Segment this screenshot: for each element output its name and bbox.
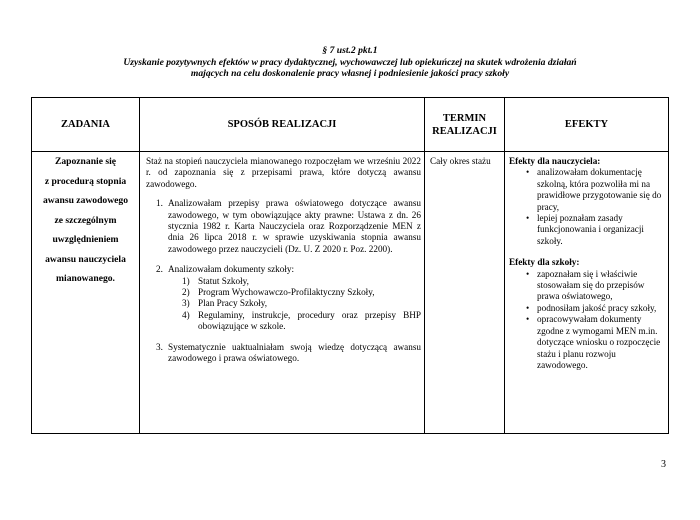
- table-header-row: [32, 98, 669, 152]
- method-cell: [140, 152, 425, 434]
- paragraph-reference: § 7 ust.2 pkt.1: [322, 45, 378, 56]
- list-item: [509, 269, 666, 303]
- effect-text: opracowywałam dokumenty zgodne z wymogami MEN m.in. dotyczące wniosku o rozpoczęcie stażu i planu rozwoju zawodowego.: [537, 314, 661, 370]
- method-item: [146, 198, 421, 255]
- bullet-icon: •: [526, 167, 530, 178]
- bullet-icon: •: [526, 213, 530, 224]
- sub-item: [168, 310, 421, 333]
- sub-item-text: Statut Szkoły,: [198, 275, 249, 286]
- sub-item-number: 2): [182, 287, 190, 298]
- effect-text: zapoznałam się i właściwie stosowałam się do przepisów prawa oświatowego,: [537, 268, 645, 302]
- section-title-line-1: Uzyskanie pozytywnych efektów w pracy dydaktycznej, wychowawczej lub opiekuńczej na skutek wdrożenia działań: [123, 56, 577, 68]
- effect-text: analizowałam dokumentację szkolną, która pozwoliła mi na prawidłowe przygotowanie się do pracy,: [537, 167, 662, 212]
- task-line: mianowanego.: [56, 273, 115, 284]
- task-line: awansu zawodowego: [42, 195, 129, 206]
- item-number: 2.: [156, 264, 163, 275]
- sub-item-number: 4): [182, 309, 190, 320]
- effect-text: podnosiłam jakość pracy szkoły,: [537, 302, 657, 313]
- section-title-line-2: mających na celu doskonalenie pracy własnej i podniesienie jakości pracy szkoły: [190, 68, 510, 79]
- sub-item-text: Program Wychowawczo-Profilaktyczny Szkoły,: [198, 287, 375, 298]
- task-cell: [32, 152, 140, 434]
- teacher-effects-heading: Efekty dla nauczyciela:: [509, 156, 601, 166]
- bullet-icon: •: [526, 314, 530, 325]
- list-item: [509, 167, 666, 213]
- effect-text: lepiej poznałam zasady funkcjonowania i organizacji szkoły.: [537, 213, 644, 246]
- sub-item: [168, 287, 421, 298]
- header-zadania: ZADANIA: [32, 98, 140, 152]
- task-line: uwzględnieniem: [52, 234, 119, 245]
- header-efekty: EFEKTY: [505, 98, 669, 152]
- header-sposob-realizacji: SPOSÓB REALIZACJI: [140, 98, 425, 152]
- item-number: 1.: [156, 198, 163, 209]
- teacher-effects-list: [509, 167, 666, 247]
- list-item: [509, 314, 666, 371]
- sub-item: [168, 298, 421, 309]
- sub-item-text: Plan Pracy Szkoły,: [198, 298, 268, 309]
- item-text: Analizowałam dokumenty szkoły:: [168, 264, 295, 275]
- task-line: Zapoznanie się: [54, 156, 117, 167]
- school-effects-heading: Efekty dla szkoły:: [509, 257, 580, 268]
- header-termin-realizacji: TERMIN REALIZACJI: [425, 98, 505, 152]
- sub-item-text: Regulaminy, instrukcje, procedury oraz przepisy BHP obowiązujące w szkole.: [198, 309, 421, 332]
- sub-item-number: 1): [182, 275, 190, 286]
- task-line: z procedurą stopnia: [44, 175, 127, 187]
- method-intro: Staż na stopień nauczyciela mianowanego rozpoczęłam we wrześniu 2022 r. od zapoznania się z przepisami prawa, które dotyczą awansu zawodowego.: [146, 156, 421, 189]
- bullet-icon: •: [526, 268, 530, 279]
- table-row: [32, 152, 669, 434]
- item-text: Systematycznie uaktualniałam swoją wiedzę dotyczącą awansu zawodowego i prawa oświatowego.: [168, 341, 421, 364]
- sub-item-number: 3): [182, 298, 190, 309]
- list-item: [509, 213, 666, 247]
- school-effects-list: [509, 269, 666, 372]
- item-number: 3.: [156, 341, 163, 352]
- document-header: [30, 45, 670, 80]
- method-item: [146, 342, 421, 365]
- item-text: Analizowałam przepisy prawa oświatowego dotyczące awansu zawodowego, w tym obowiązujące akty prawne: Ustawa z dn. 26 stycznia 1982 r. Karta Nauczyciela oraz Rozporządzenie MEN z dnia 26 lipca 2018 r. w sprawie uzyskiwania stopnia awansu zawodowego przez nauczycieli (Dz. U. Z 2020 r. Poz. 2200).: [168, 198, 421, 254]
- method-item: [146, 264, 421, 332]
- term-cell: Cały okres stażu: [425, 152, 505, 434]
- bullet-icon: •: [526, 302, 530, 313]
- task-line: ze szczególnym: [54, 214, 117, 226]
- list-item: [509, 303, 666, 314]
- realization-table: [31, 97, 669, 434]
- task-line: awansu nauczyciela: [45, 253, 126, 265]
- effects-cell: [505, 152, 669, 434]
- page-number: 3: [661, 459, 666, 470]
- sub-item: [168, 276, 421, 287]
